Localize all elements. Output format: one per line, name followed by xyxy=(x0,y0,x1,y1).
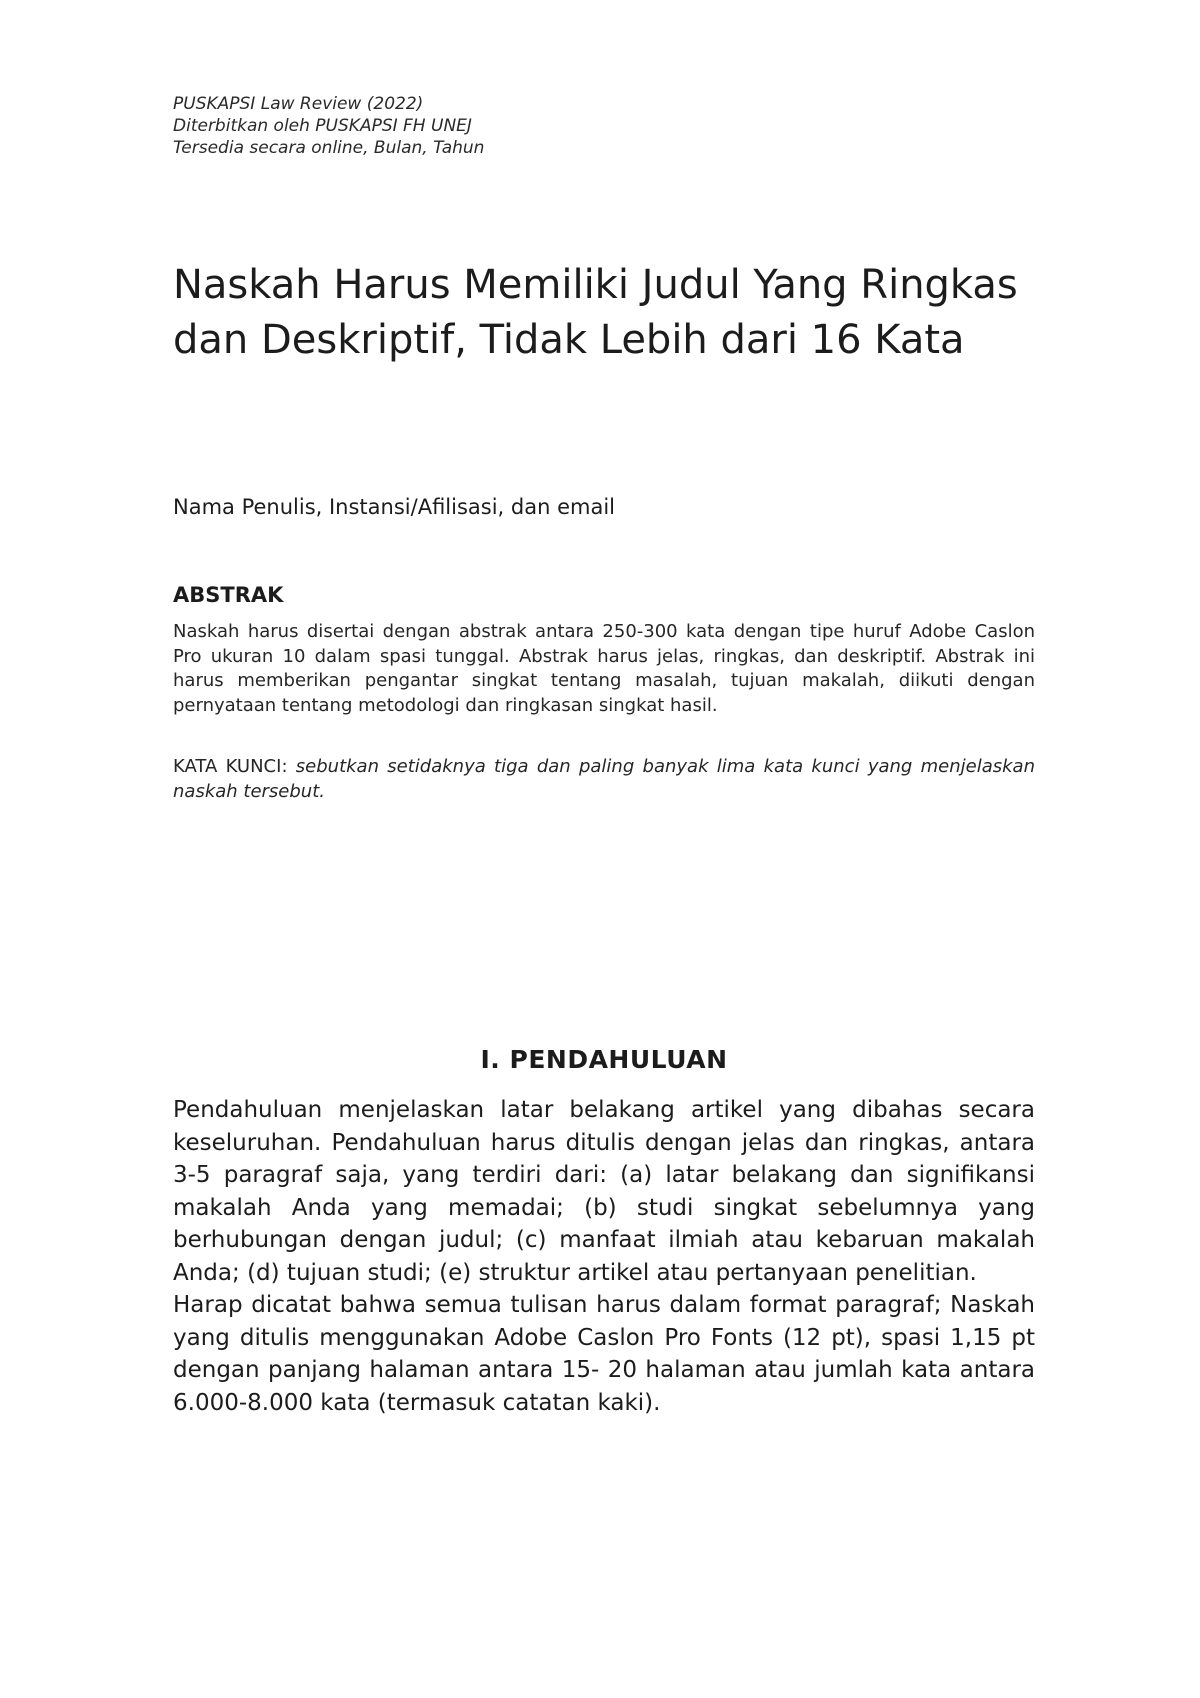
section-heading-pendahuluan: I. PENDAHULUAN xyxy=(480,1045,728,1074)
abstract-body: Naskah harus disertai dengan abstrak antara 250-300 kata dengan tipe huruf Adobe Caslon Pro ukuran 10 dalam spasi tunggal. Abstrak harus jelas, ringkas, dan deskriptif. Abstrak ini harus memberikan pengantar singkat tentang masalah, tujuan makalah, diikuti dengan pernyataan tentang metodologi dan ringkasan singkat hasil. xyxy=(173,621,1035,716)
publisher-line: Diterbitkan oleh PUSKAPSI FH UNEJ xyxy=(173,116,472,136)
paragraph: Harap dicatat bahwa semua tulisan harus dalam format paragraf; Naskah yang ditulis menggunakan Adobe Caslon Pro Fonts (12 pt), spasi 1,15 pt dengan panjang halaman antara 15- 20 halaman atau jumlah kata antara 6.000-8.000 kata (termasuk catatan kaki). xyxy=(173,1292,1035,1416)
availability-line: Tersedia secara online, Bulan, Tahun xyxy=(173,138,485,158)
keywords-label: KATA KUNCI xyxy=(173,756,282,777)
paragraph: Pendahuluan menjelaskan latar belakang artikel yang dibahas secara keseluruhan. Pendahuluan harus ditulis dengan jelas dan ringkas, antara 3-5 paragraf saja, yang terdiri dari: (a) latar belakang dan signifikansi makalah Anda yang memadai; (b) studi singkat sebelumnya yang berhubungan dengan judul; (c) manfaat ilmiah atau kebaruan makalah Anda; (d) tujuan studi; (e) struktur artikel atau pertanyaan penelitian. xyxy=(173,1097,1035,1286)
journal-header xyxy=(173,93,484,159)
article-title: Naskah Harus Memiliki Judul Yang Ringkas dan Deskriptif, Tidak Lebih dari 16 Kata xyxy=(173,262,1018,363)
keywords xyxy=(173,755,1035,804)
keywords-separator: : xyxy=(281,756,296,777)
journal-name: PUSKAPSI Law Review (2022) xyxy=(173,94,424,114)
abstract-heading: ABSTRAK xyxy=(173,583,284,607)
author-info: Nama Penulis, Instansi/Afilisasi, dan email xyxy=(173,495,615,519)
keywords-text: sebutkan setidaknya tiga dan paling banyak lima kata kunci yang menjelaskan naskah tersebut. xyxy=(173,756,1035,802)
section-body-pendahuluan xyxy=(173,1094,1035,1419)
